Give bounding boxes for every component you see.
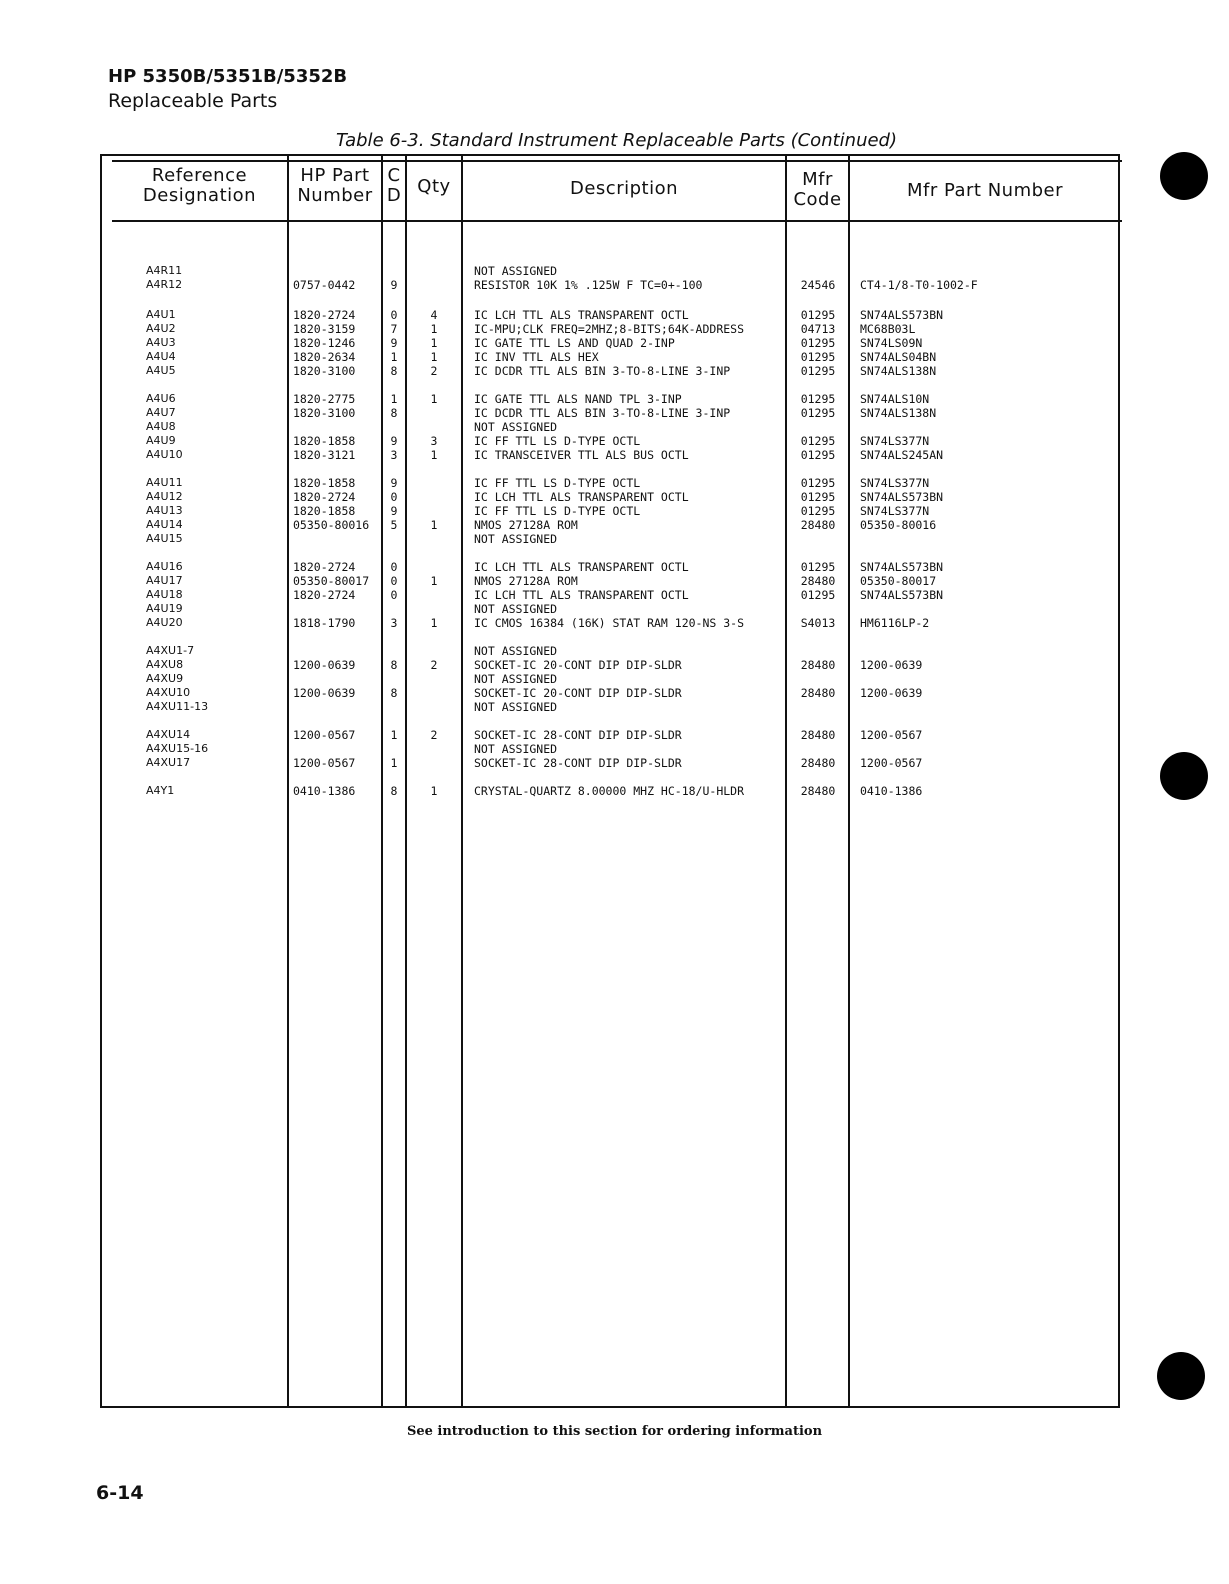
column-header-mfr-code: Mfr Code [793, 169, 842, 210]
mfr-part-number-cell: 05350-80017 [860, 574, 937, 588]
manual-model-header: HP 5350B/5351B/5352B [108, 66, 348, 87]
quantity-cell: 1 [430, 574, 438, 588]
mfr-code-cell: 01295 [800, 490, 836, 504]
mfr-code-cell: 01295 [800, 336, 836, 350]
mfr-part-number-cell: 1200-0639 [860, 686, 923, 700]
description-cell: IC GATE TTL ALS NAND TPL 3-INP [474, 392, 682, 406]
mfr-code-cell: 01295 [800, 434, 836, 448]
mfr-code-cell: 28480 [800, 728, 836, 742]
reference-designation-cell: A4U10 [146, 448, 183, 461]
check-digit-cell: 3 [390, 616, 398, 630]
reference-designation-cell: A4U20 [146, 616, 183, 629]
quantity-cell: 2 [430, 728, 438, 742]
check-digit-cell: 3 [390, 448, 398, 462]
description-cell: IC GATE TTL LS AND QUAD 2-INP [474, 336, 675, 350]
description-cell: IC LCH TTL ALS TRANSPARENT OCTL [474, 308, 689, 322]
check-digit-cell: 1 [390, 756, 398, 770]
mfr-code-cell: 01295 [800, 406, 836, 420]
hp-part-number-cell: 0410-1386 [293, 784, 356, 798]
mfr-part-number-cell: SN74ALS573BN [860, 490, 944, 504]
hp-part-number-cell: 1820-1858 [293, 504, 356, 518]
mfr-code-cell: 24546 [800, 278, 836, 292]
mfr-part-number-cell: SN74ALS573BN [860, 560, 944, 574]
hp-part-number-cell: 1200-0567 [293, 728, 356, 742]
mfr-part-number-cell: SN74ALS138N [860, 364, 937, 378]
mfr-code-cell: S4013 [800, 616, 836, 630]
reference-designation-cell: A4U9 [146, 434, 176, 447]
column-divider [848, 154, 850, 1408]
reference-designation-cell: A4U13 [146, 504, 183, 517]
check-digit-cell: 9 [390, 476, 398, 490]
description-cell: SOCKET-IC 28-CONT DIP DIP-SLDR [474, 728, 682, 742]
quantity-cell: 1 [430, 518, 438, 532]
reference-designation-cell: A4XU15-16 [146, 742, 209, 755]
hp-part-number-cell: 1820-3100 [293, 406, 356, 420]
description-cell: IC-MPU;CLK FREQ=2MHZ;8-BITS;64K-ADDRESS [474, 322, 745, 336]
quantity-cell: 2 [430, 364, 438, 378]
mfr-code-cell: 28480 [800, 518, 836, 532]
check-digit-cell: 8 [390, 784, 398, 798]
mfr-part-number-cell: SN74LS377N [860, 504, 930, 518]
description-cell: IC CMOS 16384 (16K) STAT RAM 120-NS 3-S [474, 616, 745, 630]
description-cell: IC INV TTL ALS HEX [474, 350, 599, 364]
quantity-cell: 1 [430, 350, 438, 364]
hp-part-number-cell: 1820-2724 [293, 560, 356, 574]
reference-designation-cell: A4R11 [146, 264, 183, 277]
check-digit-cell: 1 [390, 392, 398, 406]
reference-designation-cell: A4U14 [146, 518, 183, 531]
hp-part-number-cell: 1820-2724 [293, 490, 356, 504]
hp-part-number-cell: 1200-0567 [293, 756, 356, 770]
check-digit-cell: 9 [390, 278, 398, 292]
column-header-qty: Qty [417, 176, 451, 197]
quantity-cell: 2 [430, 658, 438, 672]
table-top-rule [112, 160, 1122, 162]
description-cell: NOT ASSIGNED [474, 602, 558, 616]
mfr-code-cell: 01295 [800, 448, 836, 462]
description-cell: IC LCH TTL ALS TRANSPARENT OCTL [474, 490, 689, 504]
hp-part-number-cell: 1820-3100 [293, 364, 356, 378]
mfr-code-cell: 01295 [800, 476, 836, 490]
reference-designation-cell: A4XU17 [146, 756, 191, 769]
reference-designation-cell: A4U12 [146, 490, 183, 503]
mfr-part-number-cell: SN74LS377N [860, 434, 930, 448]
check-digit-cell: 0 [390, 308, 398, 322]
mfr-part-number-cell: SN74LS377N [860, 476, 930, 490]
column-divider [785, 154, 787, 1408]
description-cell: NOT ASSIGNED [474, 700, 558, 714]
mfr-code-cell: 01295 [800, 588, 836, 602]
mfr-part-number-cell: SN74ALS573BN [860, 308, 944, 322]
hp-part-number-cell: 1818-1790 [293, 616, 356, 630]
mfr-part-number-cell: 1200-0639 [860, 658, 923, 672]
description-cell: NMOS 27128A ROM [474, 574, 578, 588]
mfr-code-cell: 01295 [800, 350, 836, 364]
hp-part-number-cell: 05350-80017 [293, 574, 370, 588]
mfr-code-cell: 28480 [800, 756, 836, 770]
description-cell: IC TRANSCEIVER TTL ALS BUS OCTL [474, 448, 689, 462]
section-title: Replaceable Parts [108, 90, 278, 112]
reference-designation-cell: A4U7 [146, 406, 176, 419]
hp-part-number-cell: 1820-2634 [293, 350, 356, 364]
hp-part-number-cell: 0757-0442 [293, 278, 356, 292]
mfr-part-number-cell: SN74LS09N [860, 336, 923, 350]
mfr-part-number-cell: CT4-1/8-T0-1002-F [860, 278, 978, 292]
page-number: 6-14 [96, 1482, 144, 1504]
reference-designation-cell: A4U5 [146, 364, 176, 377]
reference-designation-cell: A4U15 [146, 532, 183, 545]
mfr-part-number-cell: 05350-80016 [860, 518, 937, 532]
table-caption: Table 6-3. Standard Instrument Replaceable Parts (Continued) [336, 130, 897, 151]
check-digit-cell: 7 [390, 322, 398, 336]
reference-designation-cell: A4U18 [146, 588, 183, 601]
reference-designation-cell: A4XU1-7 [146, 644, 195, 657]
mfr-code-cell: 01295 [800, 392, 836, 406]
description-cell: NOT ASSIGNED [474, 644, 558, 658]
mfr-part-number-cell: SN74ALS04BN [860, 350, 937, 364]
description-cell: NOT ASSIGNED [474, 264, 558, 278]
check-digit-cell: 1 [390, 728, 398, 742]
mfr-code-cell: 28480 [800, 784, 836, 798]
reference-designation-cell: A4R12 [146, 278, 183, 291]
description-cell: NOT ASSIGNED [474, 420, 558, 434]
reference-designation-cell: A4U1 [146, 308, 176, 321]
quantity-cell: 1 [430, 616, 438, 630]
description-cell: IC DCDR TTL ALS BIN 3-TO-8-LINE 3-INP [474, 364, 731, 378]
quantity-cell: 1 [430, 448, 438, 462]
mfr-part-number-cell: SN74ALS245AN [860, 448, 944, 462]
description-cell: NOT ASSIGNED [474, 742, 558, 756]
description-cell: IC FF TTL LS D-TYPE OCTL [474, 476, 641, 490]
description-cell: IC FF TTL LS D-TYPE OCTL [474, 434, 641, 448]
hp-part-number-cell: 1820-1246 [293, 336, 356, 350]
binder-hole [1160, 152, 1208, 200]
mfr-part-number-cell: 1200-0567 [860, 756, 923, 770]
check-digit-cell: 8 [390, 658, 398, 672]
column-divider [287, 154, 289, 1408]
reference-designation-cell: A4U6 [146, 392, 176, 405]
quantity-cell: 3 [430, 434, 438, 448]
check-digit-cell: 1 [390, 350, 398, 364]
check-digit-cell: 0 [390, 588, 398, 602]
mfr-code-cell: 28480 [800, 658, 836, 672]
quantity-cell: 1 [430, 322, 438, 336]
ordering-note: See introduction to this section for ordering information [406, 1424, 823, 1439]
description-cell: IC LCH TTL ALS TRANSPARENT OCTL [474, 560, 689, 574]
check-digit-cell: 9 [390, 504, 398, 518]
reference-designation-cell: A4XU10 [146, 686, 191, 699]
check-digit-cell: 0 [390, 560, 398, 574]
binder-hole [1157, 1352, 1205, 1400]
description-cell: IC DCDR TTL ALS BIN 3-TO-8-LINE 3-INP [474, 406, 731, 420]
check-digit-cell: 9 [390, 336, 398, 350]
column-header-mfr-part-number: Mfr Part Number [906, 180, 1064, 201]
check-digit-cell: 8 [390, 364, 398, 378]
description-cell: SOCKET-IC 28-CONT DIP DIP-SLDR [474, 756, 682, 770]
hp-part-number-cell: 1820-2724 [293, 588, 356, 602]
description-cell: IC FF TTL LS D-TYPE OCTL [474, 504, 641, 518]
check-digit-cell: 8 [390, 406, 398, 420]
description-cell: RESISTOR 10K 1% .125W F TC=0+-100 [474, 278, 703, 292]
reference-designation-cell: A4XU9 [146, 672, 184, 685]
description-cell: NMOS 27128A ROM [474, 518, 578, 532]
mfr-code-cell: 28480 [800, 686, 836, 700]
mfr-part-number-cell: 0410-1386 [860, 784, 923, 798]
hp-part-number-cell: 1820-1858 [293, 434, 356, 448]
column-header-description: Description [569, 178, 678, 199]
check-digit-cell: 8 [390, 686, 398, 700]
quantity-cell: 1 [430, 784, 438, 798]
reference-designation-cell: A4U11 [146, 476, 183, 489]
description-cell: CRYSTAL-QUARTZ 8.00000 MHZ HC-18/U-HLDR [474, 784, 745, 798]
reference-designation-cell: A4XU8 [146, 658, 184, 671]
hp-part-number-cell: 1820-3159 [293, 322, 356, 336]
mfr-code-cell: 28480 [800, 574, 836, 588]
binder-hole [1160, 752, 1208, 800]
reference-designation-cell: A4U2 [146, 322, 176, 335]
mfr-part-number-cell: 1200-0567 [860, 728, 923, 742]
description-cell: NOT ASSIGNED [474, 532, 558, 546]
mfr-code-cell: 01295 [800, 504, 836, 518]
hp-part-number-cell: 1820-2775 [293, 392, 356, 406]
check-digit-cell: 0 [390, 490, 398, 504]
reference-designation-cell: A4XU11-13 [146, 700, 209, 713]
column-divider [461, 154, 463, 1408]
reference-designation-cell: A4Y1 [146, 784, 175, 797]
description-cell: SOCKET-IC 20-CONT DIP DIP-SLDR [474, 686, 682, 700]
mfr-code-cell: 01295 [800, 308, 836, 322]
description-cell: NOT ASSIGNED [474, 672, 558, 686]
reference-designation-cell: A4XU14 [146, 728, 191, 741]
reference-designation-cell: A4U8 [146, 420, 176, 433]
header-divider [112, 220, 1122, 222]
hp-part-number-cell: 1820-3121 [293, 448, 356, 462]
reference-designation-cell: A4U17 [146, 574, 183, 587]
mfr-part-number-cell: MC68B03L [860, 322, 916, 336]
mfr-part-number-cell: HM6116LP-2 [860, 616, 930, 630]
mfr-part-number-cell: SN74ALS138N [860, 406, 937, 420]
column-divider [405, 154, 407, 1408]
hp-part-number-cell: 05350-80016 [293, 518, 370, 532]
reference-designation-cell: A4U4 [146, 350, 176, 363]
check-digit-cell: 0 [390, 574, 398, 588]
column-header-hp-part-number: HP Part Number [297, 165, 373, 206]
reference-designation-cell: A4U16 [146, 560, 183, 573]
hp-part-number-cell: 1820-2724 [293, 308, 356, 322]
column-header-reference-designation: Reference Designation [142, 165, 257, 206]
hp-part-number-cell: 1200-0639 [293, 686, 356, 700]
check-digit-cell: 5 [390, 518, 398, 532]
reference-designation-cell: A4U3 [146, 336, 176, 349]
check-digit-cell: 9 [390, 434, 398, 448]
mfr-code-cell: 04713 [800, 322, 836, 336]
quantity-cell: 4 [430, 308, 438, 322]
reference-designation-cell: A4U19 [146, 602, 183, 615]
quantity-cell: 1 [430, 392, 438, 406]
column-divider [381, 154, 383, 1408]
description-cell: SOCKET-IC 20-CONT DIP DIP-SLDR [474, 658, 682, 672]
column-header-cd: C D [386, 165, 402, 206]
hp-part-number-cell: 1820-1858 [293, 476, 356, 490]
mfr-code-cell: 01295 [800, 560, 836, 574]
mfr-code-cell: 01295 [800, 364, 836, 378]
hp-part-number-cell: 1200-0639 [293, 658, 356, 672]
mfr-part-number-cell: SN74ALS573BN [860, 588, 944, 602]
quantity-cell: 1 [430, 336, 438, 350]
mfr-part-number-cell: SN74ALS10N [860, 392, 930, 406]
description-cell: IC LCH TTL ALS TRANSPARENT OCTL [474, 588, 689, 602]
